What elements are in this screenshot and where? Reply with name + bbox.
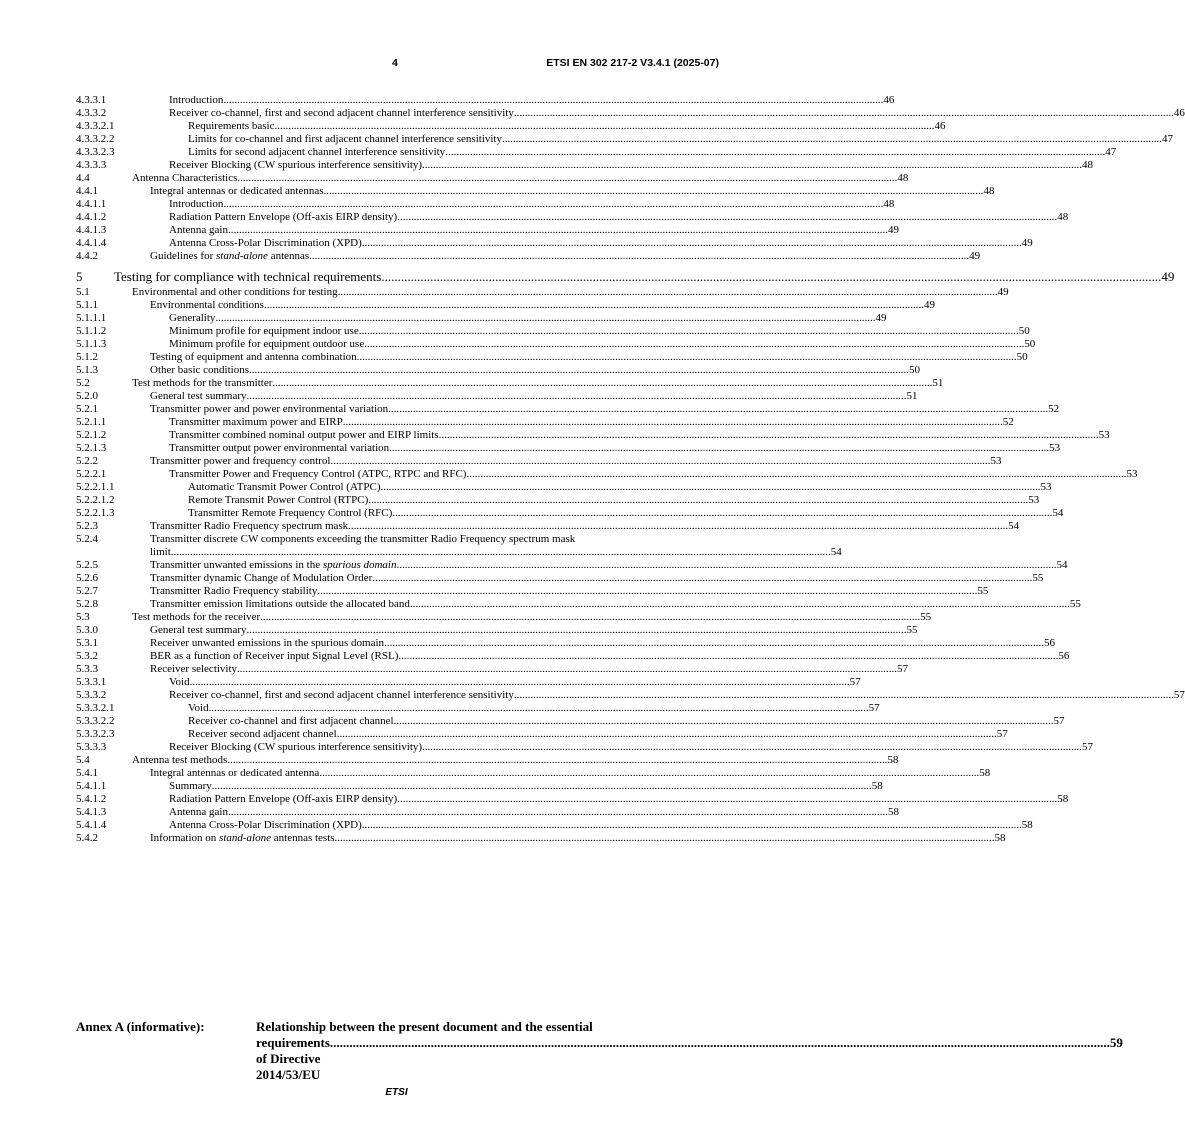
toc-entry[interactable]: 5.3.3 Receiver selectivity ..... 57 <box>76 663 719 676</box>
toc-leader <box>274 120 934 133</box>
toc-page: 58 <box>994 832 1006 844</box>
toc-entry[interactable]: 5.2.3 Transmitter Radio Frequency spectrum mask ..... 54 <box>76 520 719 533</box>
toc-leader <box>368 494 1028 507</box>
toc-title: Antenna Characteristics <box>132 172 238 184</box>
toc-title: Minimum profile for equipment outdoor use <box>169 338 365 350</box>
toc-leader <box>514 689 1174 702</box>
toc-title: Test methods for the transmitter <box>132 377 273 389</box>
toc-title: Radiation Pattern Envelope (Off-axis EIRP density) <box>169 793 398 805</box>
toc-title: Guidelines for stand-alone antennas <box>150 250 310 262</box>
toc-leader <box>372 572 1032 585</box>
toc-page: 57 <box>849 676 861 688</box>
toc-title: Receiver unwanted emissions in the spurious domain <box>150 637 385 649</box>
toc-entry[interactable]: 5.2.2.1.1 Automatic Transmit Power Control (ATPC) ..... 53 <box>76 481 719 494</box>
toc-page: 49 <box>969 250 981 262</box>
toc-page: 58 <box>1057 793 1069 805</box>
toc-leader <box>362 819 1022 832</box>
toc-page: 54 <box>1008 520 1020 532</box>
toc-page: 50 <box>1024 338 1036 350</box>
annex-label: Annex A (informative): <box>76 1019 205 1034</box>
toc-page: 53 <box>1028 494 1040 506</box>
toc-page: 50 <box>908 364 920 376</box>
toc-leader <box>364 338 1024 351</box>
toc-leader <box>439 429 1099 442</box>
toc-leader <box>330 455 990 468</box>
toc-page: 58 <box>887 754 899 766</box>
annex-page: 59 <box>1109 1035 1123 1050</box>
toc-title: Void <box>188 702 209 714</box>
toc-title: Transmitter emission limitations outside the allocated band <box>150 598 410 610</box>
toc-entry[interactable]: 5.3.0 General test summary ..... 55 <box>76 624 719 637</box>
toc-entry[interactable]: 5.3.3.2.3 Receiver second adjacent channel ..... 57 <box>76 728 719 741</box>
toc-entry[interactable]: 5.4.1.1 Summary ..... 58 <box>76 780 719 793</box>
toc-entry[interactable]: 4.3.3.2.1 Requirements basic ..... 46 <box>76 120 719 133</box>
toc-page: 53 <box>1040 481 1052 493</box>
toc-title: Transmitter power and frequency control <box>150 455 331 467</box>
toc-leader <box>319 767 979 780</box>
toc-title: Transmitter combined nominal output power and EIRP limits <box>169 429 439 441</box>
toc-title: Integral antennas or dedicated antenna <box>150 767 320 779</box>
toc-page: 54 <box>830 546 842 558</box>
toc-title: Receiver selectivity <box>150 663 238 675</box>
toc-leader <box>394 715 1054 728</box>
toc-title: BER as a function of Receiver input Signal Level (RSL) <box>150 650 399 662</box>
toc-title: Transmitter Power and Frequency Control (ATPC, RTPC and RFC) <box>169 468 467 480</box>
document-reference: ETSI EN 302 217-2 V3.4.1 (2025-07) <box>546 57 719 69</box>
toc-leader <box>397 211 1057 224</box>
toc-entry[interactable]: 4.4.2 Guidelines for stand-alone antennas ..... 49 <box>76 250 719 263</box>
toc-entry[interactable]: 5.2.6 Transmitter dynamic Change of Modulation Order ..... 55 <box>76 572 719 585</box>
toc-page: 49 <box>887 224 899 236</box>
toc-leader <box>381 269 1161 285</box>
toc-leader <box>514 107 1174 120</box>
toc-title: Void <box>169 676 190 688</box>
page-number: 4 <box>392 57 398 69</box>
page-header <box>76 57 719 73</box>
toc-entry[interactable]: 5.1.1.2 Minimum profile for equipment indoor use ..... 50 <box>76 325 719 338</box>
toc-page: 49 <box>875 312 887 324</box>
toc-title: Antenna Cross-Polar Discrimination (XPD) <box>169 819 362 831</box>
toc-page: 55 <box>920 611 932 623</box>
toc-page: 54 <box>1056 559 1068 571</box>
toc-entry[interactable]: 4.3.3.2.2 Limits for co-channel and first adjacent channel interference sensitivity ..... 47 <box>76 133 719 146</box>
toc-page: 48 <box>897 172 909 184</box>
toc-entry[interactable]: 5.1.2 Testing of equipment and antenna combination ..... 50 <box>76 351 719 364</box>
toc-page: 55 <box>906 624 918 636</box>
toc-page: 55 <box>1032 572 1044 584</box>
toc-entry[interactable]: 5.4 Antenna test methods ..... 58 <box>76 754 719 767</box>
toc-entry[interactable]: 5.4.1.4 Antenna Cross-Polar Discrimination (XPD) ..... 58 <box>76 819 719 832</box>
toc-entry[interactable]: 5.1 Environmental and other conditions for testing ..... 49 <box>76 286 719 299</box>
toc-entry[interactable]: 5.1.3 Other basic conditions ..... 50 <box>76 364 719 377</box>
toc-title: Transmitter dynamic Change of Modulation Order <box>150 572 373 584</box>
toc-entry[interactable]: 5.2.1.3 Transmitter output power environmental variation ..... 53 <box>76 442 719 455</box>
toc-page: 49 <box>1161 269 1175 284</box>
toc-leader <box>228 224 888 237</box>
toc-page: 47 <box>1105 146 1117 158</box>
toc-page: 58 <box>887 806 899 818</box>
toc-leader <box>209 702 869 715</box>
toc-title-emphasis: stand-alone <box>219 832 271 844</box>
toc-page: 53 <box>1049 442 1061 454</box>
toc-leader <box>323 185 983 198</box>
toc-page: 49 <box>923 299 935 311</box>
toc-leader <box>357 351 1017 364</box>
toc-title: Receiver co-channel and first adjacent channel <box>188 715 394 727</box>
toc-leader <box>337 728 997 741</box>
toc-page: 55 <box>1069 598 1081 610</box>
toc-title: Information on stand-alone antennas tests <box>150 832 335 844</box>
toc-page: 56 <box>1044 637 1056 649</box>
toc-leader <box>389 442 1049 455</box>
toc-title: Automatic Transmit Power Control (ATPC) <box>188 481 381 493</box>
toc-leader <box>227 754 887 767</box>
toc-title: Generality <box>169 312 216 324</box>
toc-page: 53 <box>1126 468 1138 480</box>
toc-leader <box>502 133 1162 146</box>
toc-leader <box>348 520 1008 533</box>
toc-entry[interactable]: 5.3.1 Receiver unwanted emissions in the spurious domain ..... 56 <box>76 637 719 650</box>
toc-page: 53 <box>1098 429 1110 441</box>
toc-entry[interactable]: 5.2.2 Transmitter power and frequency control ..... 53 <box>76 455 719 468</box>
toc-title: Introduction <box>169 94 224 106</box>
toc-page: 52 <box>1002 416 1014 428</box>
toc-title: Test methods for the receiver <box>132 611 261 623</box>
toc-title: Limits for co-channel and first adjacent channel interference sensitivity <box>188 133 502 145</box>
toc-leader <box>212 780 872 793</box>
toc-leader <box>272 377 932 390</box>
toc-leader <box>422 159 1082 172</box>
toc-page: 56 <box>1058 650 1070 662</box>
toc-page: 50 <box>1016 351 1028 363</box>
toc-entry[interactable]: 4.4.1.4 Antenna Cross-Polar Discrimination (XPD) ..... 49 <box>76 237 719 250</box>
toc-leader <box>330 1035 1110 1083</box>
toc-title: Antenna Cross-Polar Discrimination (XPD) <box>169 237 362 249</box>
toc-title: Testing of equipment and antenna combination <box>150 351 357 363</box>
toc-leader <box>410 598 1070 611</box>
toc-title: Antenna gain <box>169 224 228 236</box>
toc-title: Summary <box>169 780 212 792</box>
toc-page: 48 <box>883 198 895 210</box>
toc-page: 57 <box>1173 689 1185 701</box>
toc-page: 57 <box>996 728 1008 740</box>
toc-title: Transmitter Radio Frequency stability <box>150 585 318 597</box>
annex-entry[interactable] <box>76 1019 1123 1083</box>
toc-leader <box>237 663 897 676</box>
toc-title: Radiation Pattern Envelope (Off-axis EIRP density) <box>169 211 398 223</box>
toc-leader <box>362 237 1022 250</box>
toc-leader <box>445 146 1105 159</box>
toc-page: 54 <box>1052 507 1064 519</box>
toc-entry[interactable]: 4.4 Antenna Characteristics ..... 48 <box>76 172 719 185</box>
toc-title-emphasis: spurious domain <box>322 559 397 571</box>
toc-title: Transmitter power and power environmental variation <box>150 403 389 415</box>
toc-page: 51 <box>906 390 918 402</box>
toc-entry[interactable]: 5.2.0 General test summary ..... 51 <box>76 390 719 403</box>
toc-title-emphasis: stand-alone <box>215 250 268 262</box>
toc-entry[interactable] <box>76 533 842 559</box>
toc-entry[interactable]: 5.3.3.2.2 Receiver co-channel and first adjacent channel ..... 57 <box>76 715 719 728</box>
toc-number: 5.2.4 <box>76 533 98 545</box>
toc-title: Introduction <box>169 198 224 210</box>
toc-page: 48 <box>983 185 995 197</box>
toc-title: Antenna test methods <box>132 754 228 766</box>
toc-leader <box>392 507 1052 520</box>
toc-page: 58 <box>1021 819 1033 831</box>
toc-page: 47 <box>1161 133 1173 145</box>
toc-entry[interactable]: 5 Testing for compliance with technical requirements ..... 49 <box>76 269 719 285</box>
toc-entry[interactable]: 5.2.8 Transmitter emission limitations outside the allocated band ..... 55 <box>76 598 719 611</box>
toc-leader <box>384 637 1044 650</box>
toc-title: Receiver co-channel, first and second adjacent channel interference sensitivity <box>169 107 514 119</box>
toc-entry[interactable]: 5.2.1.2 Transmitter combined nominal output power and EIRP limits ..... 53 <box>76 429 719 442</box>
toc-title: Transmitter Radio Frequency spectrum mask <box>150 520 349 532</box>
toc-leader <box>171 546 831 559</box>
toc-leader <box>249 364 909 377</box>
toc-title: Receiver second adjacent channel <box>188 728 337 740</box>
toc-page: 57 <box>897 663 909 675</box>
page-footer: ETSI <box>385 1087 408 1098</box>
toc-title: General test summary <box>150 624 247 636</box>
toc-title: Environmental and other conditions for testing <box>132 286 338 298</box>
toc-entry[interactable]: 5.4.1 Integral antennas or dedicated antenna ..... 58 <box>76 767 719 780</box>
toc-title: General test summary <box>150 390 247 402</box>
toc-title: Transmitter unwanted emissions in the spurious domain <box>150 559 397 571</box>
toc-title: Receiver Blocking (CW spurious interference sensitivity) <box>169 741 423 753</box>
toc-title: Other basic conditions <box>150 364 249 376</box>
toc-entry[interactable]: 4.3.3.2.3 Limits for second adjacent channel interference sensitivity ..... 47 <box>76 146 719 159</box>
toc-entry[interactable]: 5.1.1 Environmental conditions ..... 49 <box>76 299 719 312</box>
toc-title: Transmitter maximum power and EIRP <box>169 416 343 428</box>
toc-title: Testing for compliance with technical requirements <box>114 269 382 284</box>
toc-leader <box>215 312 875 325</box>
toc-page: 57 <box>868 702 880 714</box>
toc-title: Requirements basic <box>188 120 275 132</box>
toc-entry[interactable]: 4.4.1.2 Radiation Pattern Envelope (Off-axis EIRP density) ..... 48 <box>76 211 719 224</box>
toc-leader <box>247 624 907 637</box>
toc-entry[interactable]: 5.2.1.1 Transmitter maximum power and EIRP ..... 52 <box>76 416 719 429</box>
toc-entry[interactable]: 5.4.1.2 Radiation Pattern Envelope (Off-axis EIRP density) ..... 58 <box>76 793 719 806</box>
toc-page: 55 <box>977 585 989 597</box>
toc-leader <box>388 403 1048 416</box>
toc-page: 57 <box>1053 715 1065 727</box>
toc-page: 58 <box>979 767 991 779</box>
toc-title: Limits for second adjacent channel interference sensitivity <box>188 146 446 158</box>
toc-entry[interactable]: 5.3.3.3 Receiver Blocking (CW spurious interference sensitivity) ..... 57 <box>76 741 719 754</box>
toc-leader <box>237 172 897 185</box>
toc-page: 46 <box>883 94 895 106</box>
toc-leader <box>335 832 995 845</box>
toc-leader <box>228 806 888 819</box>
toc-page: 57 <box>1082 741 1094 753</box>
toc-page: 53 <box>990 455 1002 467</box>
toc-leader <box>223 94 883 107</box>
toc-title: Receiver Blocking (CW spurious interference sensitivity) <box>169 159 423 171</box>
toc-leader <box>397 793 1057 806</box>
toc-entry[interactable]: 5.4.1.3 Antenna gain ..... 58 <box>76 806 719 819</box>
toc-entry[interactable]: 5.3.3.2 Receiver co-channel, first and second adjacent channel interference sensitivity ..... 57 <box>76 689 719 702</box>
toc-entry[interactable]: 5.2 Test methods for the transmitter ..... 51 <box>76 377 719 390</box>
annex-title-line1: Relationship between the present document and the essential <box>256 1019 593 1034</box>
toc-page: 49 <box>997 286 1009 298</box>
toc-leader <box>381 481 1041 494</box>
toc-leader <box>260 611 920 624</box>
toc-leader <box>317 585 977 598</box>
toc-entry[interactable]: 4.3.3.2 Receiver co-channel, first and second adjacent channel interference sensitivity ..... 46 <box>76 107 719 120</box>
toc-entry[interactable]: 5.2.7 Transmitter Radio Frequency stability ..... 55 <box>76 585 719 598</box>
toc-page: 58 <box>871 780 883 792</box>
toc-title: Transmitter Remote Frequency Control (RFC) <box>188 507 393 519</box>
toc-entry[interactable]: 5.3.2 BER as a function of Receiver input Signal Level (RSL) ..... 56 <box>76 650 719 663</box>
toc-leader <box>359 325 1019 338</box>
toc-title: Environmental conditions <box>150 299 264 311</box>
toc-leader <box>223 198 883 211</box>
toc-page: 48 <box>1057 211 1069 223</box>
toc-title: Integral antennas or dedicated antennas <box>150 185 324 197</box>
toc-page: 51 <box>932 377 944 389</box>
toc-entry[interactable]: 5.2.2.1.3 Transmitter Remote Frequency Control (RFC) ..... 54 <box>76 507 719 520</box>
toc-entry[interactable]: 5.3 Test methods for the receiver ..... 55 <box>76 611 719 624</box>
toc-entry[interactable]: 5.2.2.1 Transmitter Power and Frequency Control (ATPC, RTPC and RFC) ..... 53 <box>76 468 719 481</box>
toc-title: Minimum profile for equipment indoor use <box>169 325 359 337</box>
toc-leader <box>190 676 850 689</box>
toc-title: Transmitter output power environmental variation <box>169 442 390 454</box>
toc-leader <box>466 468 1126 481</box>
toc-page: 48 <box>1082 159 1094 171</box>
toc-leader <box>397 559 1057 572</box>
toc-leader <box>343 416 1003 429</box>
toc-entry[interactable]: 4.4.1.3 Antenna gain ..... 49 <box>76 224 719 237</box>
toc-page: 50 <box>1018 325 1030 337</box>
toc-entry[interactable]: 5.1.1.3 Minimum profile for equipment outdoor use ..... 50 <box>76 338 719 351</box>
toc-leader <box>264 299 924 312</box>
toc-entry[interactable]: 5.3.3.2.1 Void ..... 57 <box>76 702 719 715</box>
toc-title: Receiver co-channel, first and second adjacent channel interference sensitivity <box>169 689 514 701</box>
toc-title: Transmitter discrete CW components exceeding the transmitter Radio Frequency spectrum mask <box>150 533 576 545</box>
toc-entry[interactable]: 5.4.2 Information on stand-alone antennas tests ..... 58 <box>76 832 719 845</box>
toc-title: Remote Transmit Power Control (RTPC) <box>188 494 369 506</box>
toc-entry[interactable]: 5.1.1.1 Generality ..... 49 <box>76 312 719 325</box>
table-of-contents <box>76 94 1185 845</box>
toc-title-continued: limit <box>150 546 171 558</box>
toc-entry[interactable]: 4.4.1 Integral antennas or dedicated antennas ..... 48 <box>76 185 719 198</box>
toc-entry[interactable]: 5.2.5 Transmitter unwanted emissions in the spurious domain ..... 54 <box>76 559 719 572</box>
toc-entry[interactable]: 5.3.3.1 Void ..... 57 <box>76 676 719 689</box>
toc-title: Antenna gain <box>169 806 228 818</box>
toc-entry[interactable]: 4.4.1.1 Introduction ..... 48 <box>76 198 719 211</box>
annex-title-line2: requirements of Directive 2014/53/EU <box>256 1035 330 1082</box>
toc-entry[interactable]: 4.3.3.1 Introduction ..... 46 <box>76 94 719 107</box>
toc-page: 52 <box>1048 403 1060 415</box>
toc-page: 49 <box>1021 237 1033 249</box>
toc-entry[interactable]: 5.2.1 Transmitter power and power environmental variation ..... 52 <box>76 403 719 416</box>
toc-page: 46 <box>1173 107 1185 119</box>
toc-leader <box>338 286 998 299</box>
toc-entry[interactable]: 5.2.2.1.2 Remote Transmit Power Control (RTPC) ..... 53 <box>76 494 719 507</box>
toc-leader <box>398 650 1058 663</box>
toc-entry[interactable]: 4.3.3.3 Receiver Blocking (CW spurious interference sensitivity) ..... 48 <box>76 159 719 172</box>
toc-leader <box>247 390 907 403</box>
toc-leader <box>309 250 969 263</box>
toc-leader <box>422 741 1082 754</box>
toc-page: 46 <box>934 120 946 132</box>
